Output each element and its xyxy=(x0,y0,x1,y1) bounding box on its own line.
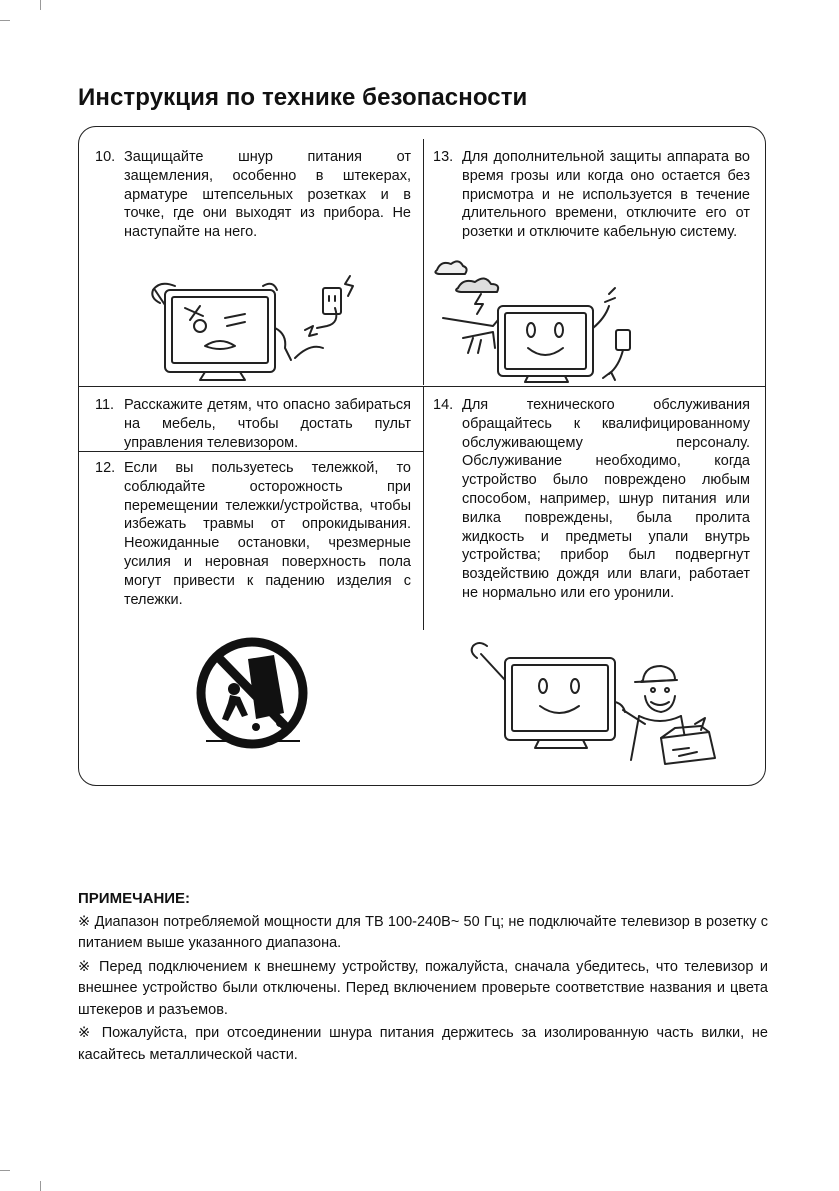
item-text: Расскажите детям, что опасно забираться на мебель, чтобы достать пульт управления телевизором. xyxy=(124,397,411,451)
item-text: Если вы пользуетесь тележкой, то соблюдайте осторожность при перемещении тележки/устройства, чтобы избежать травмы от опрокидывания. Неожиданные остановки, чрезмерные усилия и неровная поверхность пола могут привести к падению изделия с тележки. xyxy=(124,460,411,608)
crop-mark xyxy=(0,1170,10,1171)
item-text: Для дополнительной защиты аппарата во время грозы или когда оно остается без присмотра и не используется в течение длительного времени, отключите его от розетки и отключите кабельную систему. xyxy=(462,149,750,241)
column-divider xyxy=(423,387,424,630)
crop-mark xyxy=(0,20,10,21)
item-number: 11. xyxy=(95,397,115,413)
safety-item-13 xyxy=(433,148,750,242)
item-number: 10. xyxy=(95,149,116,165)
note-paragraph-3: ※ Пожалуйста, при отсоединении шнура питания держитесь за изолированную часть вилки, не касайтесь металлической части. xyxy=(78,1025,768,1063)
safety-item-11 xyxy=(95,396,411,452)
illustration-cord-pinched xyxy=(145,268,370,386)
illustration-thunderstorm xyxy=(433,258,648,388)
crop-mark xyxy=(40,0,41,10)
item-number: 14. xyxy=(433,397,454,413)
safety-item-14 xyxy=(433,396,750,603)
item-number: 13. xyxy=(433,149,454,165)
crop-mark xyxy=(40,1181,41,1191)
note-section xyxy=(78,888,768,1068)
illustration-technician xyxy=(465,640,720,772)
item-text: Для технического обслуживания обращайтесь к квалифицированному обслуживающему персоналу. Обслуживание необходимо, когда устройство было повреждено любым способом, например, шнур питания или вилка повреждены, была пролита жидкость и предметы упали внутрь устройства; прибор был подвергнут воздействию дождя или влаги, работает не нормально или его уронили. xyxy=(462,397,750,601)
illustration-cart-warning xyxy=(196,637,308,749)
section-divider xyxy=(79,386,765,387)
column-divider xyxy=(423,139,424,385)
safety-item-10 xyxy=(95,148,411,242)
page-title: Инструкция по технике безопасности xyxy=(78,84,528,111)
note-paragraph-1: ※ Диапазон потребляемой мощности для ТВ 100-240В~ 50 Гц; не подключайте телевизор в розетку с питанием выше указанного диапазона. xyxy=(78,913,768,951)
safety-item-12 xyxy=(95,459,411,609)
note-heading: ПРИМЕЧАНИЕ: xyxy=(78,890,191,907)
item-number: 12. xyxy=(95,460,116,476)
note-paragraph-2: ※ Перед подключением к внешнему устройству, пожалуйста, сначала убедитесь, что телевизор и внешнее устройство были отключены. Перед включением проверьте соответствие названия и цвета штекеров и разъемов. xyxy=(78,958,768,1018)
item-text: Защищайте шнур питания от защемления, особенно в штекерах, арматуре штепсельных розетках и в точке, где они выходят из прибора. Не наступайте на него. xyxy=(124,149,411,241)
